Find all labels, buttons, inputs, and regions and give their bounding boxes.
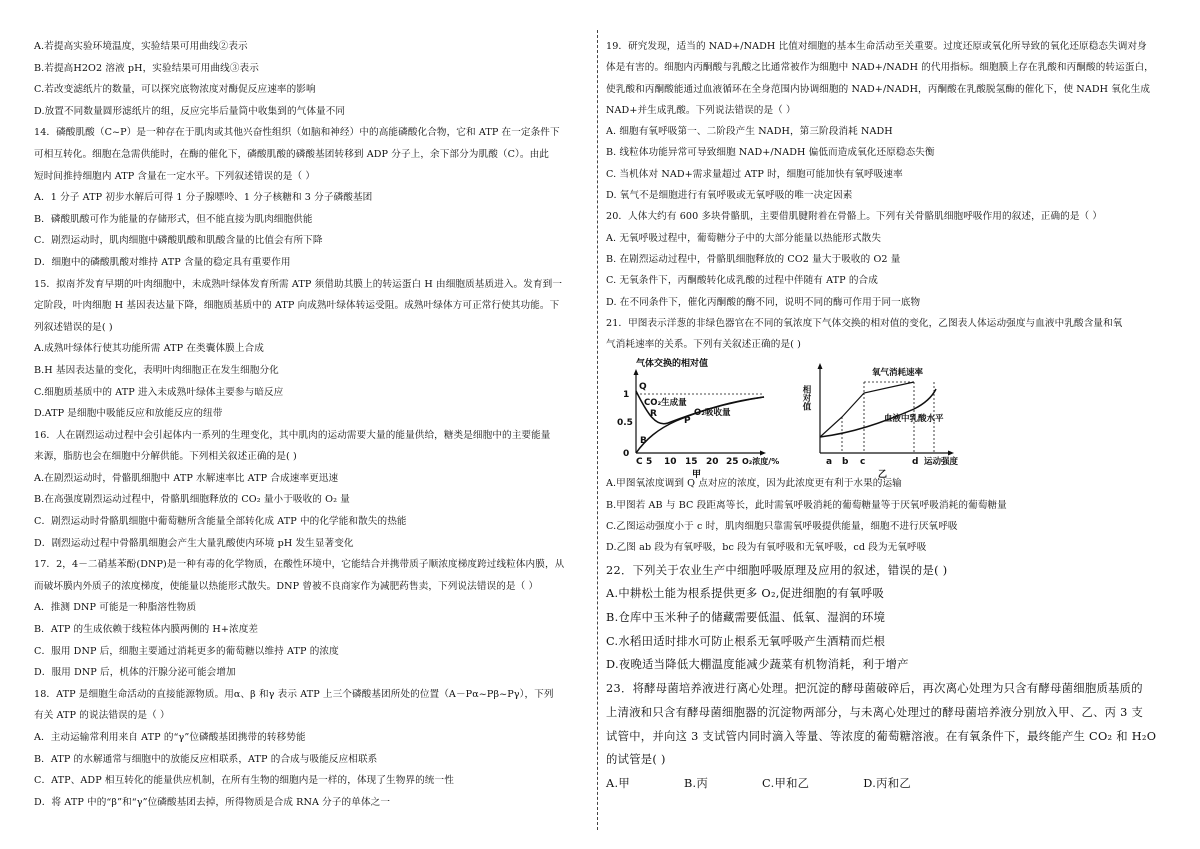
fig-yi-xtick-a: a bbox=[826, 457, 833, 468]
fig-jia-point-q: Q bbox=[639, 382, 647, 393]
fig-jia-x-arrow bbox=[760, 451, 766, 456]
text-line: B.在高强度剧烈运动过程中，骨骼肌细胞释放的 CO₂ 量小于吸收的 O₂ 量 bbox=[34, 494, 350, 506]
fig-jia-title: 气体交换的相对值 bbox=[636, 359, 709, 370]
text-line: B.甲图若 AB 与 BC 段距离等长，此时需氧呼吸消耗的葡萄糖量等于厌氧呼吸消耗的葡萄糖量 bbox=[606, 499, 1007, 511]
fig-jia-xtick-20: 20 bbox=[706, 457, 719, 468]
fig-yi-x-arrow bbox=[948, 451, 954, 456]
fig-yi-lactate-curve bbox=[820, 389, 936, 437]
right-column bbox=[606, 36, 1166, 796]
text-line: A.在剧烈运动时，骨骼肌细胞中 ATP 水解速率比 ATP 合成速率更迅速 bbox=[34, 472, 339, 484]
fig-yi-x-unit: 运动强度 bbox=[924, 457, 959, 468]
text-line: A.若提高实验环境温度，实验结果可用曲线②表示 bbox=[34, 41, 248, 52]
figures-q21 bbox=[606, 355, 1166, 481]
text-line: A．1 分子 ATP 初步水解后可得 1 分子腺嘌呤、1 分子核糖和 3 分子磷酸基团 bbox=[34, 192, 373, 204]
fig-yi-y-label: 相对值 bbox=[801, 385, 811, 411]
q23-option-b: B.丙 bbox=[683, 776, 709, 790]
text-line: 可相互转化。细胞在急需供能时，在酶的催化下，磷酸肌酸的磷酸基团转移到 ADP 分子上，余下部分为肌酸（C）。由此 bbox=[34, 148, 550, 160]
text-line: 19．研究发现，适当的 NAD+/NADH 比值对细胞的基本生命活动至关重要。过度还原或氧化所导致的氧化还原稳态失调对身 bbox=[606, 41, 1147, 52]
fig-jia-co2-label: CO₂生成量 bbox=[644, 398, 687, 409]
text-line: A．主动运输常利用来自 ATP 的“γ”位磷酸基团携带的转移势能 bbox=[34, 732, 306, 743]
text-line: C．剧烈运动时骨骼肌细胞中葡萄糖所含能量全部转化成 ATP 中的化学能和散失的热能 bbox=[34, 516, 407, 528]
text-line: D．服用 DNP 后，机体的汗腺分泌可能会增加 bbox=[34, 667, 236, 679]
fig-jia-xtick-c: C bbox=[636, 457, 643, 468]
text-line: 列叙述错误的是( ) bbox=[34, 321, 113, 333]
fig-jia-point-b: B bbox=[640, 436, 647, 447]
text-line: 体是有害的。细胞内丙酮酸与乳酸之比通常被作为细胞中 NAD+/NADH 的代用指标。细胞膜上存在乳酸和丙酮酸的转运蛋白， bbox=[606, 62, 1154, 74]
fig-jia-xtick-5: 5 bbox=[646, 457, 653, 468]
text-line: D.乙图 ab 段为有氧呼吸，bc 段为有氧呼吸和无氧呼吸，cd 段为无氧呼吸 bbox=[606, 542, 927, 554]
fig-yi-y-arrow bbox=[818, 363, 823, 369]
text-line: 试管中，并向这 3 支试管内同时滴入等量、等浓度的葡萄糖溶液。在有氧条件下，最终能产生 CO₂ 和 H₂O bbox=[606, 729, 1157, 743]
text-line: 21．甲图表示洋葱的非绿色器官在不同的氧浓度下气体交换的相对值的变化，乙图表人体运动强度与血液中乳酸含量和氧 bbox=[606, 317, 1123, 329]
text-line: B．ATP 的生成依赖于线粒体内膜两侧的 H+浓度差 bbox=[34, 624, 259, 636]
fig-jia-xtick-25: 25 bbox=[726, 457, 739, 468]
text-line: C．剧烈运动时，肌肉细胞中磷酸肌酸和肌酸含量的比值会有所下降 bbox=[34, 235, 323, 247]
text-line: B.H 基因表达量的变化，表明叶肉细胞正在发生细胞分化 bbox=[34, 364, 279, 376]
text-line: 而破坏膜内外质子的浓度梯度，使能量以热能形式散失。DNP 曾被不良商家作为减肥药售卖，下列说法错误的是（ ） bbox=[34, 580, 539, 592]
text-line: A.甲图氧浓度调到 Q 点对应的浓度，因为此浓度更有利于水果的运输 bbox=[606, 478, 902, 490]
q23-option-d: D.丙和乙 bbox=[863, 776, 911, 790]
fig-yi-oxygen-line bbox=[820, 382, 914, 437]
fig-jia-ytick-0: 0 bbox=[623, 449, 630, 460]
text-line: D.ATP 是细胞中吸能反应和放能反应的纽带 bbox=[34, 408, 223, 420]
text-line: C．服用 DNP 后，细胞主要通过消耗更多的葡萄糖以维持 ATP 的浓度 bbox=[34, 645, 339, 657]
fig-jia-ytick-05: 0.5 bbox=[617, 418, 633, 429]
text-line: B.若提高H2O2 溶液 pH，实验结果可用曲线③表示 bbox=[34, 62, 259, 74]
fig-jia-xtick-15: 15 bbox=[685, 457, 698, 468]
q23-option-a: A.甲 bbox=[606, 776, 630, 790]
text-line: 14．磷酸肌酸（C~P）是一种存在于肌肉或其他兴奋性组织（如脑和神经）中的高能磷酸化合物，它和 ATP 在一定条件下 bbox=[34, 127, 560, 139]
text-line: 上清液和只含有酵母菌细胞器的沉淀物两部分，与未离心处理过的酵母菌培养液分别放入甲、乙、丙 3 支 bbox=[606, 705, 1144, 719]
text-line: NAD+并生成乳酸。下列说法错误的是（ ） bbox=[606, 104, 796, 116]
text-line: 16．人在剧烈运动过程中会引起体内一系列的生理变化，其中肌肉的运动需要大量的能量供给，糖类是细胞中的主要能量 bbox=[34, 429, 551, 441]
fig-yi-xtick-d: d bbox=[912, 457, 919, 468]
left-column bbox=[34, 36, 594, 813]
text-line: D. 在不同条件下，催化丙酮酸的酶不同，说明不同的酶可作用于同一底物 bbox=[606, 296, 921, 308]
text-line: A.成熟叶绿体行使其功能所需 ATP 在类囊体膜上合成 bbox=[34, 343, 264, 355]
text-line: D.放置不同数量圆形滤纸片的组，反应完毕后量筒中收集到的气体量不同 bbox=[34, 105, 346, 117]
text-line: B. 在剧烈运动过程中，骨骼肌细胞释放的 CO2 量大于吸收的 O2 量 bbox=[606, 253, 901, 265]
fig-yi-xtick-b: b bbox=[842, 457, 849, 468]
text-line: 15．拟南芥发育早期的叶肉细胞中，未成熟叶绿体发育所需 ATP 须借助其膜上的转运蛋白 H 由细胞质基质进入。发育到一 bbox=[34, 278, 563, 290]
text-line: 的试管是( ) bbox=[606, 753, 666, 767]
text-line: 17．2，4－二硝基苯酚(DNP)是一种有毒的化学物质，在酸性环境中，它能结合并携带质子顺浓度梯度跨过线粒体内膜，从 bbox=[34, 559, 565, 571]
text-line: 18．ATP 是细胞生命活动的直接能源物质。用α、β 和γ 表示 ATP 上三个磷酸基团所处的位置（A－Pα~Pβ~Pγ），下列 bbox=[34, 688, 554, 700]
text-line: 有关 ATP 的说法错误的是（ ） bbox=[34, 710, 170, 722]
text-line: A.中耕松土能为根系提供更多 O₂,促进细胞的有氧呼吸 bbox=[606, 587, 885, 601]
text-line: A. 无氧呼吸过程中，葡萄糖分子中的大部分能量以热能形式散失 bbox=[606, 232, 882, 244]
column-divider bbox=[597, 30, 598, 830]
text-line: 23．将酵母菌培养液进行离心处理。把沉淀的酵母菌破碎后，再次离心处理为只含有酵母菌细胞质基质的 bbox=[606, 682, 1143, 696]
text-line: 定阶段，叶肉细胞 H 基因表达量下降，细胞质基质中的 ATP 向成熟叶绿体转运受阻。成熟叶绿体方可正常行使其功能。下 bbox=[34, 300, 560, 312]
text-line: 20．人体大约有 600 多块骨骼肌，主要借肌腱附着在骨骼上。下列有关骨骼肌细胞呼吸作用的叙述，正确的是（ ） bbox=[606, 211, 1103, 223]
text-line: 来源，脂肪也会在细胞中分解供能。下列相关叙述正确的是( ) bbox=[34, 451, 297, 463]
text-line: D. 氧气不是细胞进行有氧呼吸或无氧呼吸的唯一决定因素 bbox=[606, 190, 853, 202]
text-line: C. 当机体对 NAD+需求量超过 ATP 时，细胞可能加快有氧呼吸速率 bbox=[606, 168, 903, 180]
fig-jia-xtick-10: 10 bbox=[664, 457, 677, 468]
fig-jia-o2-label: O₂吸收量 bbox=[694, 408, 731, 419]
figure-jia bbox=[614, 357, 794, 481]
text-line: B．磷酸肌酸可作为能量的存储形式，但不能直接为肌肉细胞供能 bbox=[34, 213, 313, 225]
text-line: B.仓库中玉米种子的储藏需要低温、低氧、湿润的环境 bbox=[606, 611, 886, 625]
fig-yi-lactate-label: 血液中乳酸水平 bbox=[884, 414, 944, 425]
text-line: D．细胞中的磷酸肌酸对维持 ATP 含量的稳定具有重要作用 bbox=[34, 256, 291, 268]
right-big-text bbox=[606, 559, 1166, 772]
text-line: 使乳酸和丙酮酸能通过血液循环在全身范围内协调细胞的 NAD+/NADH，丙酮酸在乳酸脱氢酶的催化下，使 NADH 氧化生成 bbox=[606, 83, 1151, 95]
fig-jia-y-arrow bbox=[634, 369, 639, 375]
text-line: C.细胞质基质中的 ATP 进入未成熟叶绿体主要参与暗反应 bbox=[34, 386, 284, 398]
right-mid-text bbox=[606, 473, 1166, 558]
text-line: 短时间推持细胞内 ATP 含量在一定水平。下列叙述错误的是（ ） bbox=[34, 170, 316, 182]
right-top-text bbox=[606, 36, 1166, 355]
fig-jia-point-r: R bbox=[650, 409, 657, 420]
text-line: 22．下列关于农业生产中细胞呼吸原理及应用的叙述，错误的是( ) bbox=[606, 563, 948, 577]
fig-yi-oxygen-label: 氧气消耗速率 bbox=[872, 368, 924, 379]
text-line: A. 细胞有氧呼吸第一、二阶段产生 NADH，第三阶段消耗 NADH bbox=[606, 126, 893, 138]
q23-options bbox=[606, 772, 1166, 796]
figure-yi bbox=[801, 357, 982, 481]
text-line: 气消耗速率的关系。下列有关叙述正确的是( ) bbox=[606, 339, 802, 351]
text-line: C.乙图运动强度小于 c 时，肌肉细胞只靠需氧呼吸提供能量，细胞不进行厌氧呼吸 bbox=[606, 521, 958, 533]
fig-jia-ytick-1: 1 bbox=[623, 390, 630, 401]
fig-jia-point-p: P bbox=[684, 416, 691, 427]
fig-yi-xtick-c: c bbox=[860, 457, 866, 468]
text-line: C.水稻田适时排水可防止根系无氧呼吸产生酒精而烂根 bbox=[606, 634, 886, 648]
fig-jia-caption: 甲 bbox=[692, 470, 702, 481]
fig-jia-x-unit: O₂浓度/% bbox=[742, 457, 780, 467]
q23-option-c: C.甲和乙 bbox=[762, 776, 810, 790]
text-line: D．剧烈运动过程中骨骼肌细胞会产生大量乳酸使内环境 pH 发生显著变化 bbox=[34, 537, 354, 549]
text-line: C. 无氧条件下，丙酮酸转化成乳酸的过程中伴随有 ATP 的合成 bbox=[606, 275, 878, 287]
text-line: B. 线粒体功能异常可导致细胞 NAD+/NADH 偏低而造成氧化还原稳态失衡 bbox=[606, 147, 935, 159]
text-line: D.夜晚适当降低大棚温度能减少蔬菜有机物消耗，利于增产 bbox=[606, 658, 909, 672]
text-line: B．ATP 的水解通常与细胞中的放能反应相联系，ATP 的合成与吸能反应相联系 bbox=[34, 753, 378, 765]
text-line: D．将 ATP 中的“β”和“γ”位磷酸基团去掉，所得物质是合成 RNA 分子的单体之一 bbox=[34, 796, 391, 808]
text-line: A．推测 DNP 可能是一种脂溶性物质 bbox=[34, 602, 197, 614]
text-line: C．ATP、ADP 相互转化的能量供应机制，在所有生物的细胞内是一样的，体现了生物界的统一性 bbox=[34, 775, 454, 787]
fig-yi-caption: 乙 bbox=[878, 470, 888, 481]
text-line: C.若改变滤纸片的数量，可以探究底物浓度对酶促反应速率的影响 bbox=[34, 84, 316, 96]
